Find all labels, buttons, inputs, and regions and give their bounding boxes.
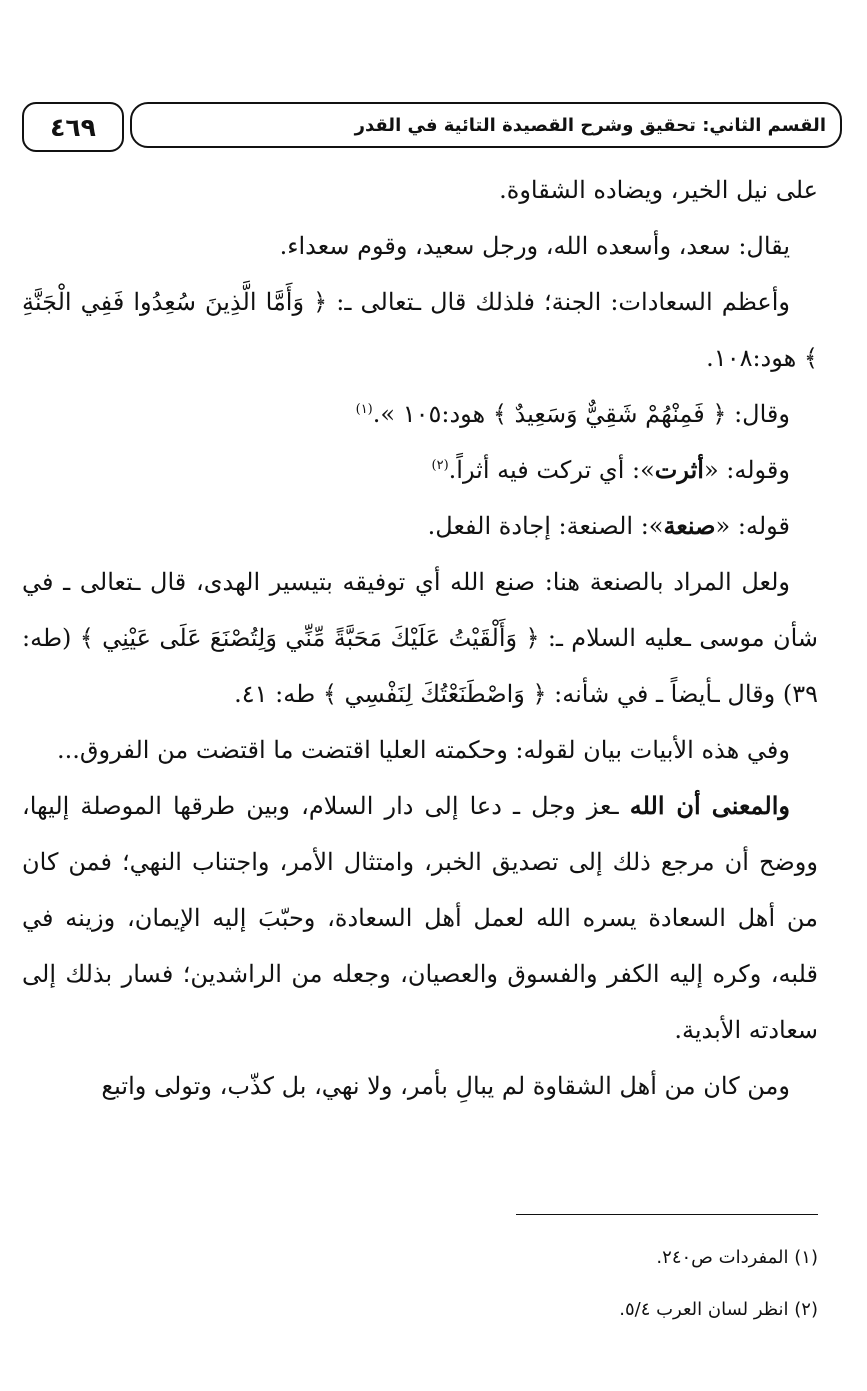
footnote-ref-2: (٢) [431, 458, 449, 473]
footnotes [22, 1232, 818, 1336]
footnote-1: (١) المفردات ص٢٤٠. [656, 1247, 818, 1268]
paragraph: ومن كان من أهل الشقاوة لم يبالِ بأمر، ولا نهي، بل كذّب، وتولى واتبع [101, 1072, 790, 1100]
body-text [22, 162, 818, 1114]
text: قوله: « [715, 512, 790, 540]
quote-text: وقال: ﴿ فَمِنْهُمْ شَقِيٌّ وَسَعِيدٌ ﴾ هود:١٠٥ ». [372, 400, 790, 428]
term: أثرت [654, 455, 704, 484]
page-header [22, 102, 844, 152]
paragraph: وأعظم السعادات: الجنة؛ فلذلك قال ـتعالى ـ: ﴿ وَأَمَّا الَّذِينَ سُعِدُوا فَفِي الْجَنَّةِ ﴾ هود:١٠٨. [22, 288, 818, 372]
text: ـعز وجل ـ دعا إلى دار السلام، وبين طرقها الموصلة إليها، ووضح أن مرجع ذلك إلى تصديق الخبر، وامتثال الأمر، واجتناب النهي؛ فمن كان من أهل السعادة يسره الله لعمل أهل السعادة، وحبّبَ إليه الإيمان، وزينه في قلبه، وكره إليه الكفر والفسوق والعصيان، وجعله من الراشدين؛ فسار بذلك إلى سعادته الأبدية. [22, 792, 818, 1044]
paragraph [22, 778, 818, 1058]
paragraph: يقال: سعد، وأسعده الله، ورجل سعيد، وقوم سعداء. [279, 232, 790, 260]
text: »: الصنعة: إجادة الفعل. [427, 512, 664, 540]
paragraph [22, 442, 818, 498]
paragraph [22, 386, 818, 442]
text: وقوله: « [703, 456, 790, 484]
footnote-ref-1: (١) [355, 402, 373, 417]
running-title: القسم الثاني: تحقيق وشرح القصيدة التائية في القدر [130, 102, 842, 148]
emphasis: أن الله [629, 791, 701, 820]
paragraph: على نيل الخير، ويضاده الشقاوة. [499, 176, 818, 204]
page-number: ٤٦٩ [22, 102, 124, 152]
footnote-2: (٢) انظر لسان العرب ٥/٤. [619, 1299, 818, 1320]
paragraph: ولعل المراد بالصنعة هنا: صنع الله أي توفيقه بتيسير الهدى، قال ـتعالى ـ في شأن موسى ـعليه السلام ـ: ﴿ وَأَلْقَيْتُ عَلَيْكَ مَحَبَّةً مِّنِّي وَلِتُصْنَعَ عَلَى عَيْنِي ﴾ (طه: ٣٩) وقال ـأيضاً ـ في شأنه: ﴿ وَاصْطَنَعْتُكَ لِنَفْسِي ﴾ طه: ٤١. [22, 568, 818, 708]
paragraph [22, 498, 818, 554]
paragraph: وفي هذه الأبيات بيان لقوله: وحكمته العليا اقتضت ما اقتضت من الفروق... [57, 736, 790, 764]
text: »: أي تركت فيه أثراً. [448, 456, 655, 484]
term: صنعة [663, 511, 716, 540]
emphasis: والمعنى [711, 791, 790, 820]
footnote-divider [516, 1214, 818, 1215]
